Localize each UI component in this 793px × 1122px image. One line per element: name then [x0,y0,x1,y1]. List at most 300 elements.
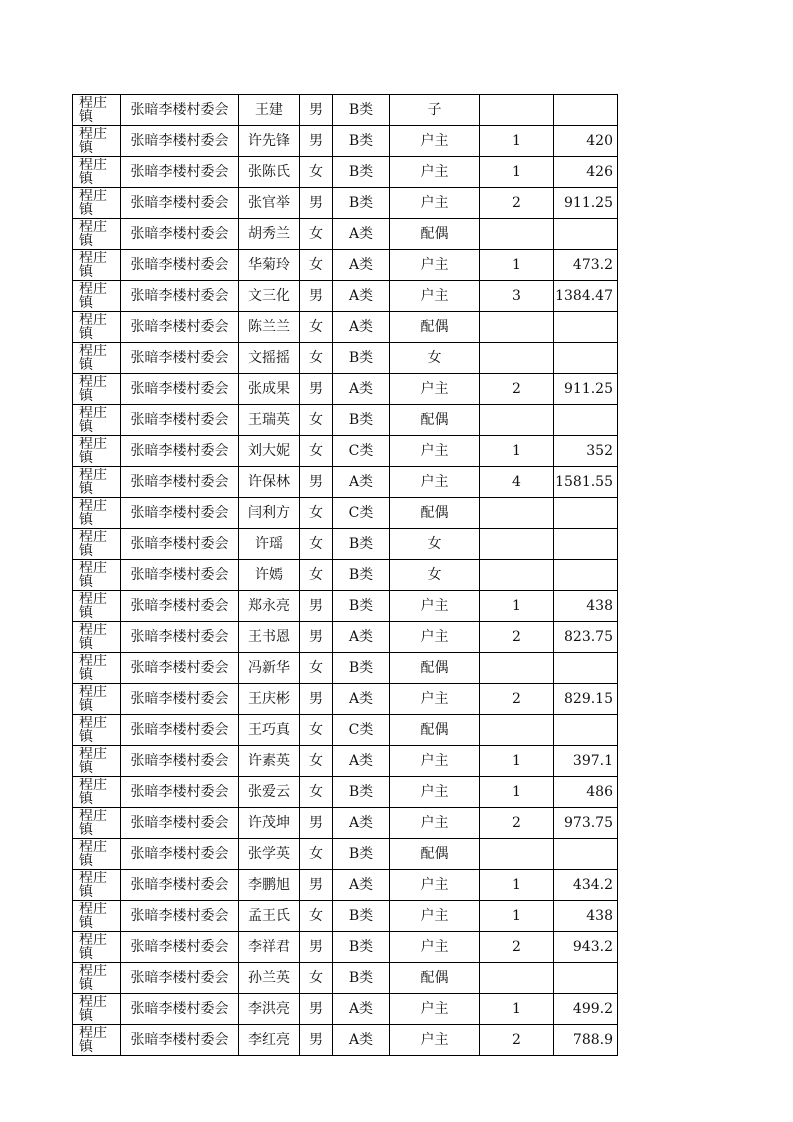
town-cell [73,126,121,157]
village-cell: 张暗李楼村委会 [121,374,239,405]
village-cell: 张暗李楼村委会 [121,932,239,963]
town-cell [73,374,121,405]
name-cell: 孙兰英 [239,963,300,994]
village-cell: 张暗李楼村委会 [121,777,239,808]
name-cell: 闫利方 [239,498,300,529]
table-row [73,963,618,994]
town-label: 程庄镇 [79,623,107,652]
town-cell [73,901,121,932]
name-cell: 李鹏旭 [239,870,300,901]
amount-cell: 1581.55 [554,467,618,498]
town-cell [73,591,121,622]
village-cell: 张暗李楼村委会 [121,653,239,684]
count-cell: 2 [480,932,554,963]
category-cell: A类 [333,684,390,715]
amount-cell: 823.75 [554,622,618,653]
relation-cell: 户主 [390,870,480,901]
gender-cell: 男 [300,374,333,405]
gender-cell: 女 [300,901,333,932]
category-cell: B类 [333,777,390,808]
category-cell: B类 [333,126,390,157]
table-row [73,591,618,622]
category-cell: B类 [333,188,390,219]
amount-cell: 352 [554,436,618,467]
name-cell: 郑永亮 [239,591,300,622]
relation-cell: 户主 [390,808,480,839]
table-row [73,529,618,560]
relation-cell: 户主 [390,932,480,963]
category-cell: A类 [333,281,390,312]
town-cell [73,95,121,126]
village-cell: 张暗李楼村委会 [121,808,239,839]
category-cell: B类 [333,591,390,622]
amount-cell: 426 [554,157,618,188]
amount-cell: 973.75 [554,808,618,839]
town-cell [73,963,121,994]
gender-cell: 女 [300,157,333,188]
table-row [73,684,618,715]
gender-cell: 男 [300,281,333,312]
count-cell: 1 [480,126,554,157]
town-label: 程庄镇 [79,840,107,869]
table-row [73,560,618,591]
table-row [73,312,618,343]
relation-cell: 户主 [390,467,480,498]
name-cell: 许茂坤 [239,808,300,839]
village-cell: 张暗李楼村委会 [121,95,239,126]
count-cell [480,715,554,746]
town-label: 程庄镇 [79,995,107,1024]
gender-cell: 男 [300,467,333,498]
name-cell: 张官举 [239,188,300,219]
town-label: 程庄镇 [79,592,107,621]
relation-cell: 户主 [390,374,480,405]
town-label: 程庄镇 [79,158,107,187]
town-cell [73,622,121,653]
town-label: 程庄镇 [79,375,107,404]
amount-cell [554,839,618,870]
count-cell: 4 [480,467,554,498]
count-cell: 1 [480,870,554,901]
category-cell: A类 [333,1025,390,1056]
village-cell: 张暗李楼村委会 [121,746,239,777]
name-cell: 张爱云 [239,777,300,808]
town-cell [73,994,121,1025]
relation-cell: 户主 [390,746,480,777]
count-cell: 2 [480,188,554,219]
gender-cell: 女 [300,560,333,591]
count-cell [480,312,554,343]
gender-cell: 男 [300,1025,333,1056]
town-cell [73,839,121,870]
table-row [73,281,618,312]
town-label: 程庄镇 [79,220,107,249]
gender-cell: 女 [300,746,333,777]
category-cell: A类 [333,467,390,498]
village-cell: 张暗李楼村委会 [121,312,239,343]
town-cell [73,498,121,529]
relation-cell: 户主 [390,1025,480,1056]
town-cell [73,808,121,839]
amount-cell [554,653,618,684]
town-cell [73,157,121,188]
count-cell [480,963,554,994]
town-label: 程庄镇 [79,654,107,683]
amount-cell [554,560,618,591]
count-cell: 1 [480,994,554,1025]
gender-cell: 女 [300,343,333,374]
count-cell: 1 [480,746,554,777]
name-cell: 王庆彬 [239,684,300,715]
relation-cell: 配偶 [390,963,480,994]
town-cell [73,312,121,343]
category-cell: A类 [333,219,390,250]
village-cell: 张暗李楼村委会 [121,405,239,436]
category-cell: C类 [333,498,390,529]
category-cell: B类 [333,343,390,374]
table-row [73,901,618,932]
village-cell: 张暗李楼村委会 [121,839,239,870]
village-cell: 张暗李楼村委会 [121,126,239,157]
town-cell [73,932,121,963]
relation-cell: 配偶 [390,405,480,436]
village-cell: 张暗李楼村委会 [121,591,239,622]
gender-cell: 女 [300,312,333,343]
name-cell: 李洪亮 [239,994,300,1025]
category-cell: C类 [333,436,390,467]
town-cell [73,343,121,374]
amount-cell: 486 [554,777,618,808]
table-row [73,374,618,405]
table-row [73,467,618,498]
name-cell: 李祥君 [239,932,300,963]
town-label: 程庄镇 [79,530,107,559]
count-cell: 1 [480,591,554,622]
gender-cell: 男 [300,622,333,653]
category-cell: B类 [333,529,390,560]
table-row [73,157,618,188]
category-cell: A类 [333,994,390,1025]
category-cell: A类 [333,250,390,281]
table-row [73,808,618,839]
table-row [73,1025,618,1056]
amount-cell: 943.2 [554,932,618,963]
count-cell: 1 [480,157,554,188]
village-cell: 张暗李楼村委会 [121,994,239,1025]
name-cell: 孟王氏 [239,901,300,932]
amount-cell [554,529,618,560]
town-label: 程庄镇 [79,189,107,218]
town-label: 程庄镇 [79,468,107,497]
amount-cell [554,498,618,529]
table-row [73,715,618,746]
table-row [73,188,618,219]
count-cell [480,498,554,529]
town-label: 程庄镇 [79,251,107,280]
relation-cell: 配偶 [390,653,480,684]
town-label: 程庄镇 [79,282,107,311]
village-cell: 张暗李楼村委会 [121,281,239,312]
household-table [72,94,618,1056]
gender-cell: 女 [300,715,333,746]
town-label: 程庄镇 [79,747,107,776]
name-cell: 陈兰兰 [239,312,300,343]
name-cell: 王书恩 [239,622,300,653]
count-cell: 2 [480,1025,554,1056]
category-cell: C类 [333,715,390,746]
village-cell: 张暗李楼村委会 [121,622,239,653]
count-cell [480,529,554,560]
town-cell [73,870,121,901]
name-cell: 许保林 [239,467,300,498]
village-cell: 张暗李楼村委会 [121,498,239,529]
amount-cell [554,715,618,746]
town-cell [73,467,121,498]
table-row [73,436,618,467]
town-label: 程庄镇 [79,871,107,900]
gender-cell: 男 [300,188,333,219]
gender-cell: 男 [300,591,333,622]
village-cell: 张暗李楼村委会 [121,684,239,715]
amount-cell: 438 [554,901,618,932]
relation-cell: 子 [390,95,480,126]
category-cell: B类 [333,157,390,188]
relation-cell: 户主 [390,684,480,715]
relation-cell: 配偶 [390,219,480,250]
category-cell: A类 [333,622,390,653]
category-cell: A类 [333,870,390,901]
category-cell: B类 [333,95,390,126]
village-cell: 张暗李楼村委会 [121,343,239,374]
town-label: 程庄镇 [79,561,107,590]
village-cell: 张暗李楼村委会 [121,1025,239,1056]
table-row [73,126,618,157]
relation-cell: 户主 [390,157,480,188]
name-cell: 华菊玲 [239,250,300,281]
count-cell: 2 [480,374,554,405]
count-cell [480,405,554,436]
count-cell: 1 [480,777,554,808]
village-cell: 张暗李楼村委会 [121,250,239,281]
relation-cell: 户主 [390,188,480,219]
name-cell: 冯新华 [239,653,300,684]
village-cell: 张暗李楼村委会 [121,560,239,591]
amount-cell: 788.9 [554,1025,618,1056]
gender-cell: 女 [300,436,333,467]
town-cell [73,250,121,281]
town-label: 程庄镇 [79,902,107,931]
amount-cell: 473.2 [554,250,618,281]
town-label: 程庄镇 [79,127,107,156]
village-cell: 张暗李楼村委会 [121,188,239,219]
relation-cell: 配偶 [390,498,480,529]
village-cell: 张暗李楼村委会 [121,219,239,250]
name-cell: 许嫣 [239,560,300,591]
amount-cell [554,312,618,343]
town-label: 程庄镇 [79,313,107,342]
village-cell: 张暗李楼村委会 [121,901,239,932]
count-cell: 3 [480,281,554,312]
relation-cell: 户主 [390,436,480,467]
table-row [73,343,618,374]
gender-cell: 女 [300,529,333,560]
category-cell: B类 [333,405,390,436]
name-cell: 王建 [239,95,300,126]
relation-cell: 女 [390,529,480,560]
amount-cell: 499.2 [554,994,618,1025]
town-label: 程庄镇 [79,344,107,373]
count-cell: 1 [480,901,554,932]
name-cell: 张学英 [239,839,300,870]
name-cell: 张成果 [239,374,300,405]
count-cell [480,95,554,126]
village-cell: 张暗李楼村委会 [121,715,239,746]
relation-cell: 户主 [390,250,480,281]
name-cell: 文三化 [239,281,300,312]
name-cell: 许素英 [239,746,300,777]
count-cell [480,560,554,591]
table-row [73,405,618,436]
name-cell: 许先锋 [239,126,300,157]
count-cell: 2 [480,622,554,653]
gender-cell: 男 [300,126,333,157]
table-row [73,95,618,126]
town-cell [73,715,121,746]
town-label: 程庄镇 [79,716,107,745]
count-cell: 2 [480,808,554,839]
village-cell: 张暗李楼村委会 [121,870,239,901]
amount-cell: 420 [554,126,618,157]
town-cell [73,684,121,715]
amount-cell [554,963,618,994]
table-row [73,839,618,870]
name-cell: 王巧真 [239,715,300,746]
count-cell: 1 [480,436,554,467]
relation-cell: 配偶 [390,715,480,746]
gender-cell: 女 [300,653,333,684]
count-cell: 1 [480,250,554,281]
count-cell [480,839,554,870]
gender-cell: 女 [300,777,333,808]
village-cell: 张暗李楼村委会 [121,467,239,498]
town-cell [73,281,121,312]
gender-cell: 女 [300,963,333,994]
town-label: 程庄镇 [79,964,107,993]
gender-cell: 女 [300,405,333,436]
town-cell [73,188,121,219]
table-row [73,219,618,250]
gender-cell: 男 [300,994,333,1025]
table-row [73,870,618,901]
name-cell: 文摇摇 [239,343,300,374]
village-cell: 张暗李楼村委会 [121,529,239,560]
relation-cell: 户主 [390,591,480,622]
category-cell: B类 [333,653,390,684]
table-row [73,777,618,808]
table-row [73,653,618,684]
name-cell: 李红亮 [239,1025,300,1056]
count-cell [480,343,554,374]
relation-cell: 户主 [390,901,480,932]
town-cell [73,746,121,777]
town-label: 程庄镇 [79,437,107,466]
category-cell: A类 [333,312,390,343]
amount-cell: 911.25 [554,188,618,219]
category-cell: A类 [333,746,390,777]
table-row [73,994,618,1025]
count-cell [480,653,554,684]
town-label: 程庄镇 [79,778,107,807]
table-row [73,250,618,281]
gender-cell: 男 [300,870,333,901]
name-cell: 许瑶 [239,529,300,560]
gender-cell: 男 [300,808,333,839]
village-cell: 张暗李楼村委会 [121,436,239,467]
town-cell [73,777,121,808]
gender-cell: 女 [300,839,333,870]
gender-cell: 男 [300,684,333,715]
category-cell: B类 [333,901,390,932]
table-row [73,498,618,529]
category-cell: A类 [333,374,390,405]
category-cell: B类 [333,560,390,591]
category-cell: B类 [333,963,390,994]
village-cell: 张暗李楼村委会 [121,157,239,188]
table-row [73,746,618,777]
category-cell: A类 [333,808,390,839]
amount-cell: 434.2 [554,870,618,901]
town-label: 程庄镇 [79,406,107,435]
relation-cell: 户主 [390,777,480,808]
table-row [73,622,618,653]
town-label: 程庄镇 [79,685,107,714]
town-cell [73,436,121,467]
amount-cell [554,343,618,374]
relation-cell: 女 [390,560,480,591]
amount-cell [554,219,618,250]
town-label: 程庄镇 [79,96,107,125]
town-label: 程庄镇 [79,499,107,528]
count-cell: 2 [480,684,554,715]
town-cell [73,560,121,591]
gender-cell: 女 [300,219,333,250]
relation-cell: 户主 [390,126,480,157]
town-cell [73,219,121,250]
amount-cell: 397.1 [554,746,618,777]
amount-cell [554,405,618,436]
amount-cell [554,95,618,126]
town-cell [73,405,121,436]
relation-cell: 女 [390,343,480,374]
relation-cell: 配偶 [390,312,480,343]
category-cell: B类 [333,932,390,963]
town-cell [73,1025,121,1056]
amount-cell: 1384.47 [554,281,618,312]
gender-cell: 男 [300,95,333,126]
town-cell [73,653,121,684]
table-body [73,95,618,1056]
town-cell [73,529,121,560]
relation-cell: 户主 [390,622,480,653]
relation-cell: 户主 [390,994,480,1025]
gender-cell: 女 [300,250,333,281]
town-label: 程庄镇 [79,809,107,838]
table-row [73,932,618,963]
amount-cell: 829.15 [554,684,618,715]
name-cell: 张陈氏 [239,157,300,188]
relation-cell: 户主 [390,281,480,312]
gender-cell: 男 [300,932,333,963]
